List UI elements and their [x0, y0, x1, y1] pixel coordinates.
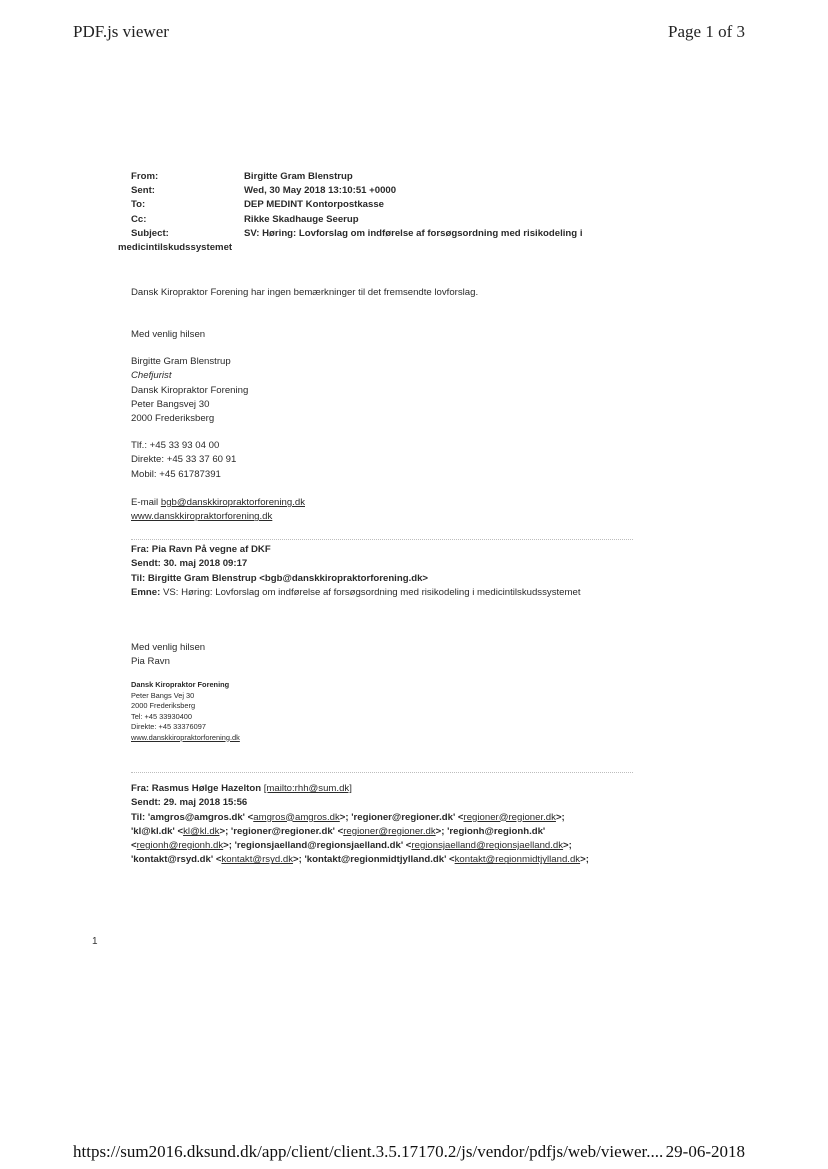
sent-value: Wed, 30 May 2018 13:10:51 +0000 — [244, 185, 397, 197]
message-text: Dansk Kiropraktor Forening har ingen bemærkninger til det fremsendte lovforslag. — [131, 287, 479, 298]
contact-block — [131, 439, 236, 482]
cc-row — [131, 213, 631, 227]
fwd1-city: 2000 Frederiksberg — [131, 701, 196, 710]
recipient-link[interactable]: regionh@regionh.dk — [136, 840, 224, 852]
to-row — [131, 198, 631, 212]
recipient-link[interactable]: regionsjaelland@regionsjaelland.dk — [411, 840, 564, 852]
greeting: Med venlig hilsen — [131, 329, 206, 340]
fwd2-to-line-3: <regionh@regionh.dk>; 'regionsjaelland@regionsjaelland.dk' <regionsjaelland@regionsjaelland.dk>; — [131, 840, 572, 852]
fwd1-org: Dansk Kiropraktor Forening — [131, 680, 230, 689]
subject-row — [131, 227, 631, 241]
recipient-link[interactable]: kontakt@rsyd.dk — [221, 854, 294, 866]
fwd1-web-link[interactable]: www.danskkiropraktorforening.dk — [131, 732, 240, 742]
separator — [131, 772, 633, 773]
forward-header-2 — [131, 782, 589, 868]
recipient-link[interactable]: amgros@amgros.dk — [253, 811, 340, 823]
fwd1-to: Til: Birgitte Gram Blenstrup <bgb@danskkiropraktorforening.dk> — [131, 572, 429, 584]
cc-label: Cc: — [131, 213, 147, 225]
fwd1-direct: Direkte: +45 33376097 — [131, 722, 206, 731]
recipient-link[interactable]: regioner@regioner.dk — [463, 811, 556, 823]
fwd2-to-line-1: Til: 'amgros@amgros.dk' <amgros@amgros.dk>; 'regioner@regioner.dk' <regioner@regioner.dk>; — [131, 811, 565, 823]
from-value: Birgitte Gram Blenstrup — [244, 171, 353, 182]
signature-street: Peter Bangsvej 30 — [131, 398, 210, 410]
fwd2-from: Fra: Rasmus Hølge Hazelton — [131, 783, 262, 794]
fwd1-sent: Sendt: 30. maj 2018 09:17 — [131, 558, 248, 570]
fwd2-to-line-2: 'kl@kl.dk' <kl@kl.dk>; 'regioner@regioner.dk' <regioner@regioner.dk>; 'regionh@regionh.dk' — [131, 825, 546, 837]
signature-title: Chefjurist — [131, 370, 172, 382]
subject-value: SV: Høring: Lovforslag om indførelse af forsøgsordning med risikodeling i — [244, 227, 583, 239]
fwd1-org-block — [131, 680, 240, 743]
recipient-link[interactable]: kl@kl.dk — [183, 825, 220, 837]
recipient-link[interactable]: regioner@regioner.dk — [343, 825, 436, 837]
viewer-title: PDF.js viewer — [73, 22, 169, 41]
sent-row — [131, 184, 631, 198]
links-block — [131, 496, 305, 525]
web-link[interactable]: www.danskkiropraktorforening.dk — [131, 511, 273, 523]
signature-name: Birgitte Gram Blenstrup — [131, 356, 231, 367]
forward-header-1 — [131, 543, 581, 600]
email-header — [118, 170, 631, 255]
subject-label: Subject: — [131, 227, 169, 239]
signature-city: 2000 Frederiksberg — [131, 413, 215, 425]
signature-direct: Direkte: +45 33 37 60 91 — [131, 454, 237, 466]
print-date: 29-06-2018 — [665, 1142, 745, 1161]
to-value: DEP MEDINT Kontorpostkasse — [244, 199, 385, 211]
fwd1-subject: VS: Høring: Lovforslag om indførelse af forsøgsordning med risikodeling i medicintilskudssystemet — [163, 586, 581, 598]
fwd1-subject-label: Emne: — [131, 586, 161, 598]
signature-org: Dansk Kiropraktor Forening — [131, 384, 249, 396]
separator — [131, 539, 633, 540]
email-link[interactable]: bgb@danskkiropraktorforening.dk — [160, 497, 305, 508]
signature-mobile: Mobil: +45 61787391 — [131, 468, 221, 480]
fwd2-mailto-link[interactable]: [mailto:rhh@sum.dk] — [263, 783, 352, 794]
page-number: 1 — [92, 936, 98, 947]
to-label: To: — [131, 199, 146, 211]
recipient-link[interactable]: kontakt@regionmidtjylland.dk — [454, 854, 581, 866]
cc-value: Rikke Skadhauge Seerup — [244, 213, 359, 225]
signature-block — [131, 355, 248, 426]
page-url: https://sum2016.dksund.dk/app/client/client.3.5.17170.2/js/vendor/pdfjs/web/viewer.... — [73, 1142, 664, 1161]
fwd1-street: Peter Bangs Vej 30 — [131, 690, 195, 700]
fwd1-greeting: Med venlig hilsen — [131, 642, 206, 653]
signature-phone: Tlf.: +45 33 93 04 00 — [131, 440, 220, 451]
email-label: E-mail — [131, 497, 159, 508]
fwd1-from: Fra: Pia Ravn På vegne af DKF — [131, 544, 271, 555]
fwd2-sent: Sendt: 29. maj 2018 15:56 — [131, 797, 248, 809]
fwd1-name: Pia Ravn — [131, 656, 170, 668]
fwd1-tel: Tel: +45 33930400 — [131, 711, 193, 721]
page-indicator: Page 1 of 3 — [668, 22, 745, 41]
sent-label: Sent: — [131, 185, 155, 197]
from-row — [131, 170, 631, 184]
subject-continuation: medicintilskudssystemet — [118, 242, 233, 254]
from-label: From: — [131, 171, 159, 182]
fwd2-to-line-4: 'kontakt@rsyd.dk' <kontakt@rsyd.dk>; 'kontakt@regionmidtjylland.dk' <kontakt@regionmidtjylland.dk>; — [131, 854, 589, 866]
fwd1-signature — [131, 641, 205, 670]
